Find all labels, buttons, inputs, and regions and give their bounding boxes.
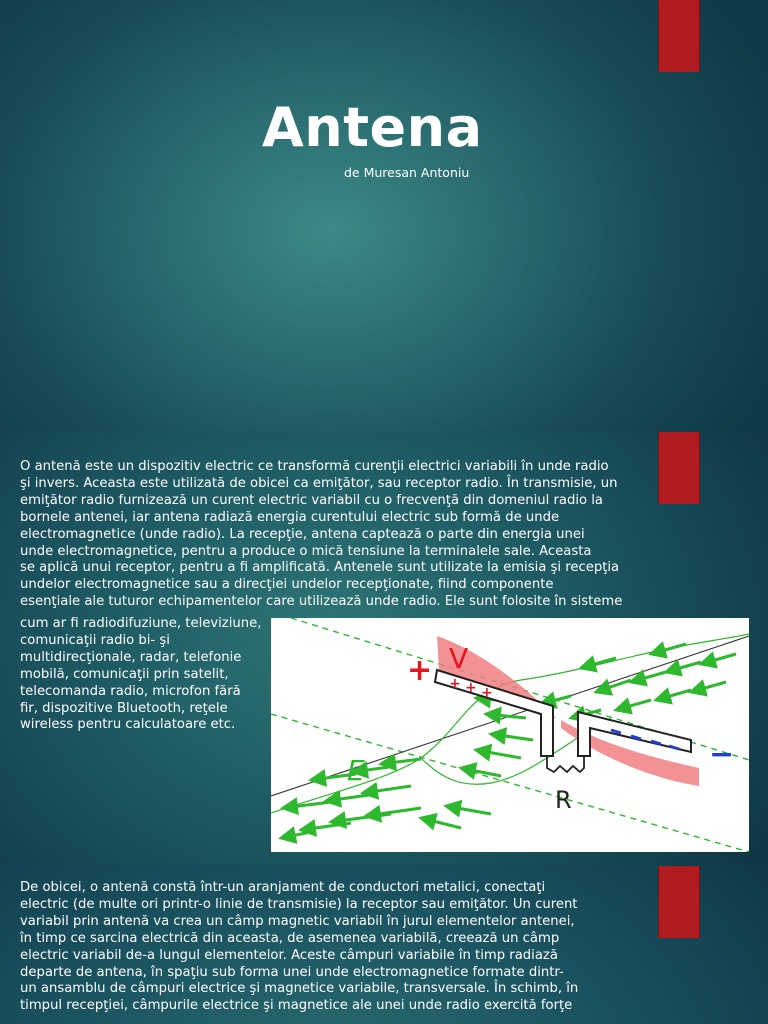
definition-slide bbox=[0, 432, 768, 864]
text-line: bornele antenei, iar antena radiază energia curentului electric sub formă de unde bbox=[20, 509, 560, 525]
text-line: De obicei, o antenă constă într-un aranjament de conductori metalici, conectaţi bbox=[20, 880, 546, 895]
field-arrow bbox=[461, 768, 501, 776]
structure-paragraph bbox=[20, 880, 578, 1015]
load-resistor bbox=[547, 756, 584, 772]
accent-tab bbox=[658, 0, 700, 72]
text-line: O antenă este un dispozitiv electric ce transformă curenţii electrici variabili în unde radio bbox=[20, 459, 609, 474]
text-line: şi invers. Aceasta este utilizată de obicei ca emiţător, sau receptor radio. În transmisie, un bbox=[20, 475, 618, 491]
text-line: fir, dispozitive Bluetooth, reţele bbox=[20, 700, 228, 716]
text-line: variabil prin antenă va crea un câmp magnetic variabil în jurul elementelor antenei, bbox=[20, 913, 575, 929]
field-arrow bbox=[666, 662, 701, 672]
text-line: mobilă, comunicaţii prin satelit, bbox=[20, 666, 229, 682]
field-arrow bbox=[616, 700, 651, 710]
field-arrow bbox=[301, 823, 351, 830]
field-arrow bbox=[331, 814, 391, 822]
text-line: electric variabil de-a lungul elementelor. Aceste câmpuri variabile în timp radiază bbox=[20, 947, 558, 963]
author-subtitle: de Muresan Antoniu bbox=[344, 165, 470, 180]
text-line: multidirecţionale, radar, telefonie bbox=[20, 649, 242, 665]
text-line: se aplică unui receptor, pentru a fi amplificată. Antenele sunt utilizate la emisia şi recepţia bbox=[20, 560, 620, 576]
svg-text:+: + bbox=[465, 680, 477, 696]
text-line: cum ar fi radiodifuziune, televiziune, bbox=[20, 616, 262, 631]
guide-line-bottom bbox=[271, 714, 749, 852]
dipole-antenna-diagram bbox=[271, 618, 749, 852]
field-arrow bbox=[701, 654, 736, 664]
field-arrow bbox=[491, 734, 533, 740]
text-line: în timp ce sarcina electrică din aceasta, de asemenea variabilă, creează un câmp bbox=[20, 930, 560, 946]
field-envelope bbox=[271, 634, 749, 813]
svg-text:+: + bbox=[449, 676, 461, 692]
field-arrow bbox=[581, 658, 616, 668]
field-arrow bbox=[421, 818, 461, 828]
text-line: telecomanda radio, microfon fără bbox=[20, 683, 241, 699]
accent-tab bbox=[658, 866, 700, 938]
text-line: un ansamblu de câmpuri electrice şi magnetice variabile, transversale. În schimb, în bbox=[20, 981, 579, 997]
field-label: E bbox=[347, 754, 365, 787]
structure-slide bbox=[0, 864, 768, 1024]
resistor-label: R bbox=[555, 786, 572, 814]
svg-text:+: + bbox=[481, 685, 493, 701]
text-line: undelor electromagnetice sau a direcţiei undelor recepţionate, fiind componente bbox=[20, 577, 554, 593]
field-arrow bbox=[366, 808, 421, 816]
page-title: Antena bbox=[262, 96, 483, 159]
field-arrow bbox=[691, 682, 726, 692]
text-line: timpul recepţiei, câmpurile electrice şi magnetice ale unei unde radio exercită forţe bbox=[20, 998, 573, 1014]
text-line: electromagnetice (unde radio). La recepţie, antena captează o parte din energia unei bbox=[20, 526, 585, 542]
field-arrow bbox=[486, 714, 526, 718]
text-line: unde electromagnetice, pentru a produce o mică tensiune la terminalele sale. Aceasta bbox=[20, 543, 592, 559]
voltage-label: V bbox=[449, 642, 469, 675]
minus-terminal-label: − bbox=[709, 737, 735, 772]
text-line: emiţător radio furnizează un curent electric variabil cu o frecvenţă din domeniul radio la bbox=[20, 492, 603, 508]
text-line: wireless pentru calculatoare etc. bbox=[20, 717, 236, 733]
field-arrow bbox=[656, 690, 691, 700]
accent-tab bbox=[658, 432, 700, 504]
field-arrow bbox=[281, 832, 311, 838]
field-arrow bbox=[363, 786, 411, 793]
field-arrow bbox=[476, 750, 521, 758]
field-arrow bbox=[651, 644, 686, 654]
field-arrow bbox=[446, 806, 491, 814]
text-line: departe de antena, în spaţiu sub forma unei unde electromagnetice formate dintr- bbox=[20, 964, 564, 980]
plus-terminal-label: + bbox=[407, 653, 433, 688]
text-line: electric (de multe ori printr-o linie de transmisie) la receptor sau emiţător. Un curent bbox=[20, 896, 578, 912]
dipole-antenna-illustration bbox=[271, 618, 749, 852]
definition-paragraph bbox=[20, 459, 622, 611]
text-line: comunicaţii radio bi- şi bbox=[20, 632, 170, 648]
text-line: esenţiale ale tuturor echipamentelor care utilizează unde radio. Ele sunt folosite în sisteme bbox=[20, 594, 623, 610]
applications-paragraph bbox=[20, 616, 261, 734]
field-arrow bbox=[283, 802, 331, 808]
title-slide bbox=[0, 0, 768, 432]
field-arrow bbox=[326, 794, 376, 801]
